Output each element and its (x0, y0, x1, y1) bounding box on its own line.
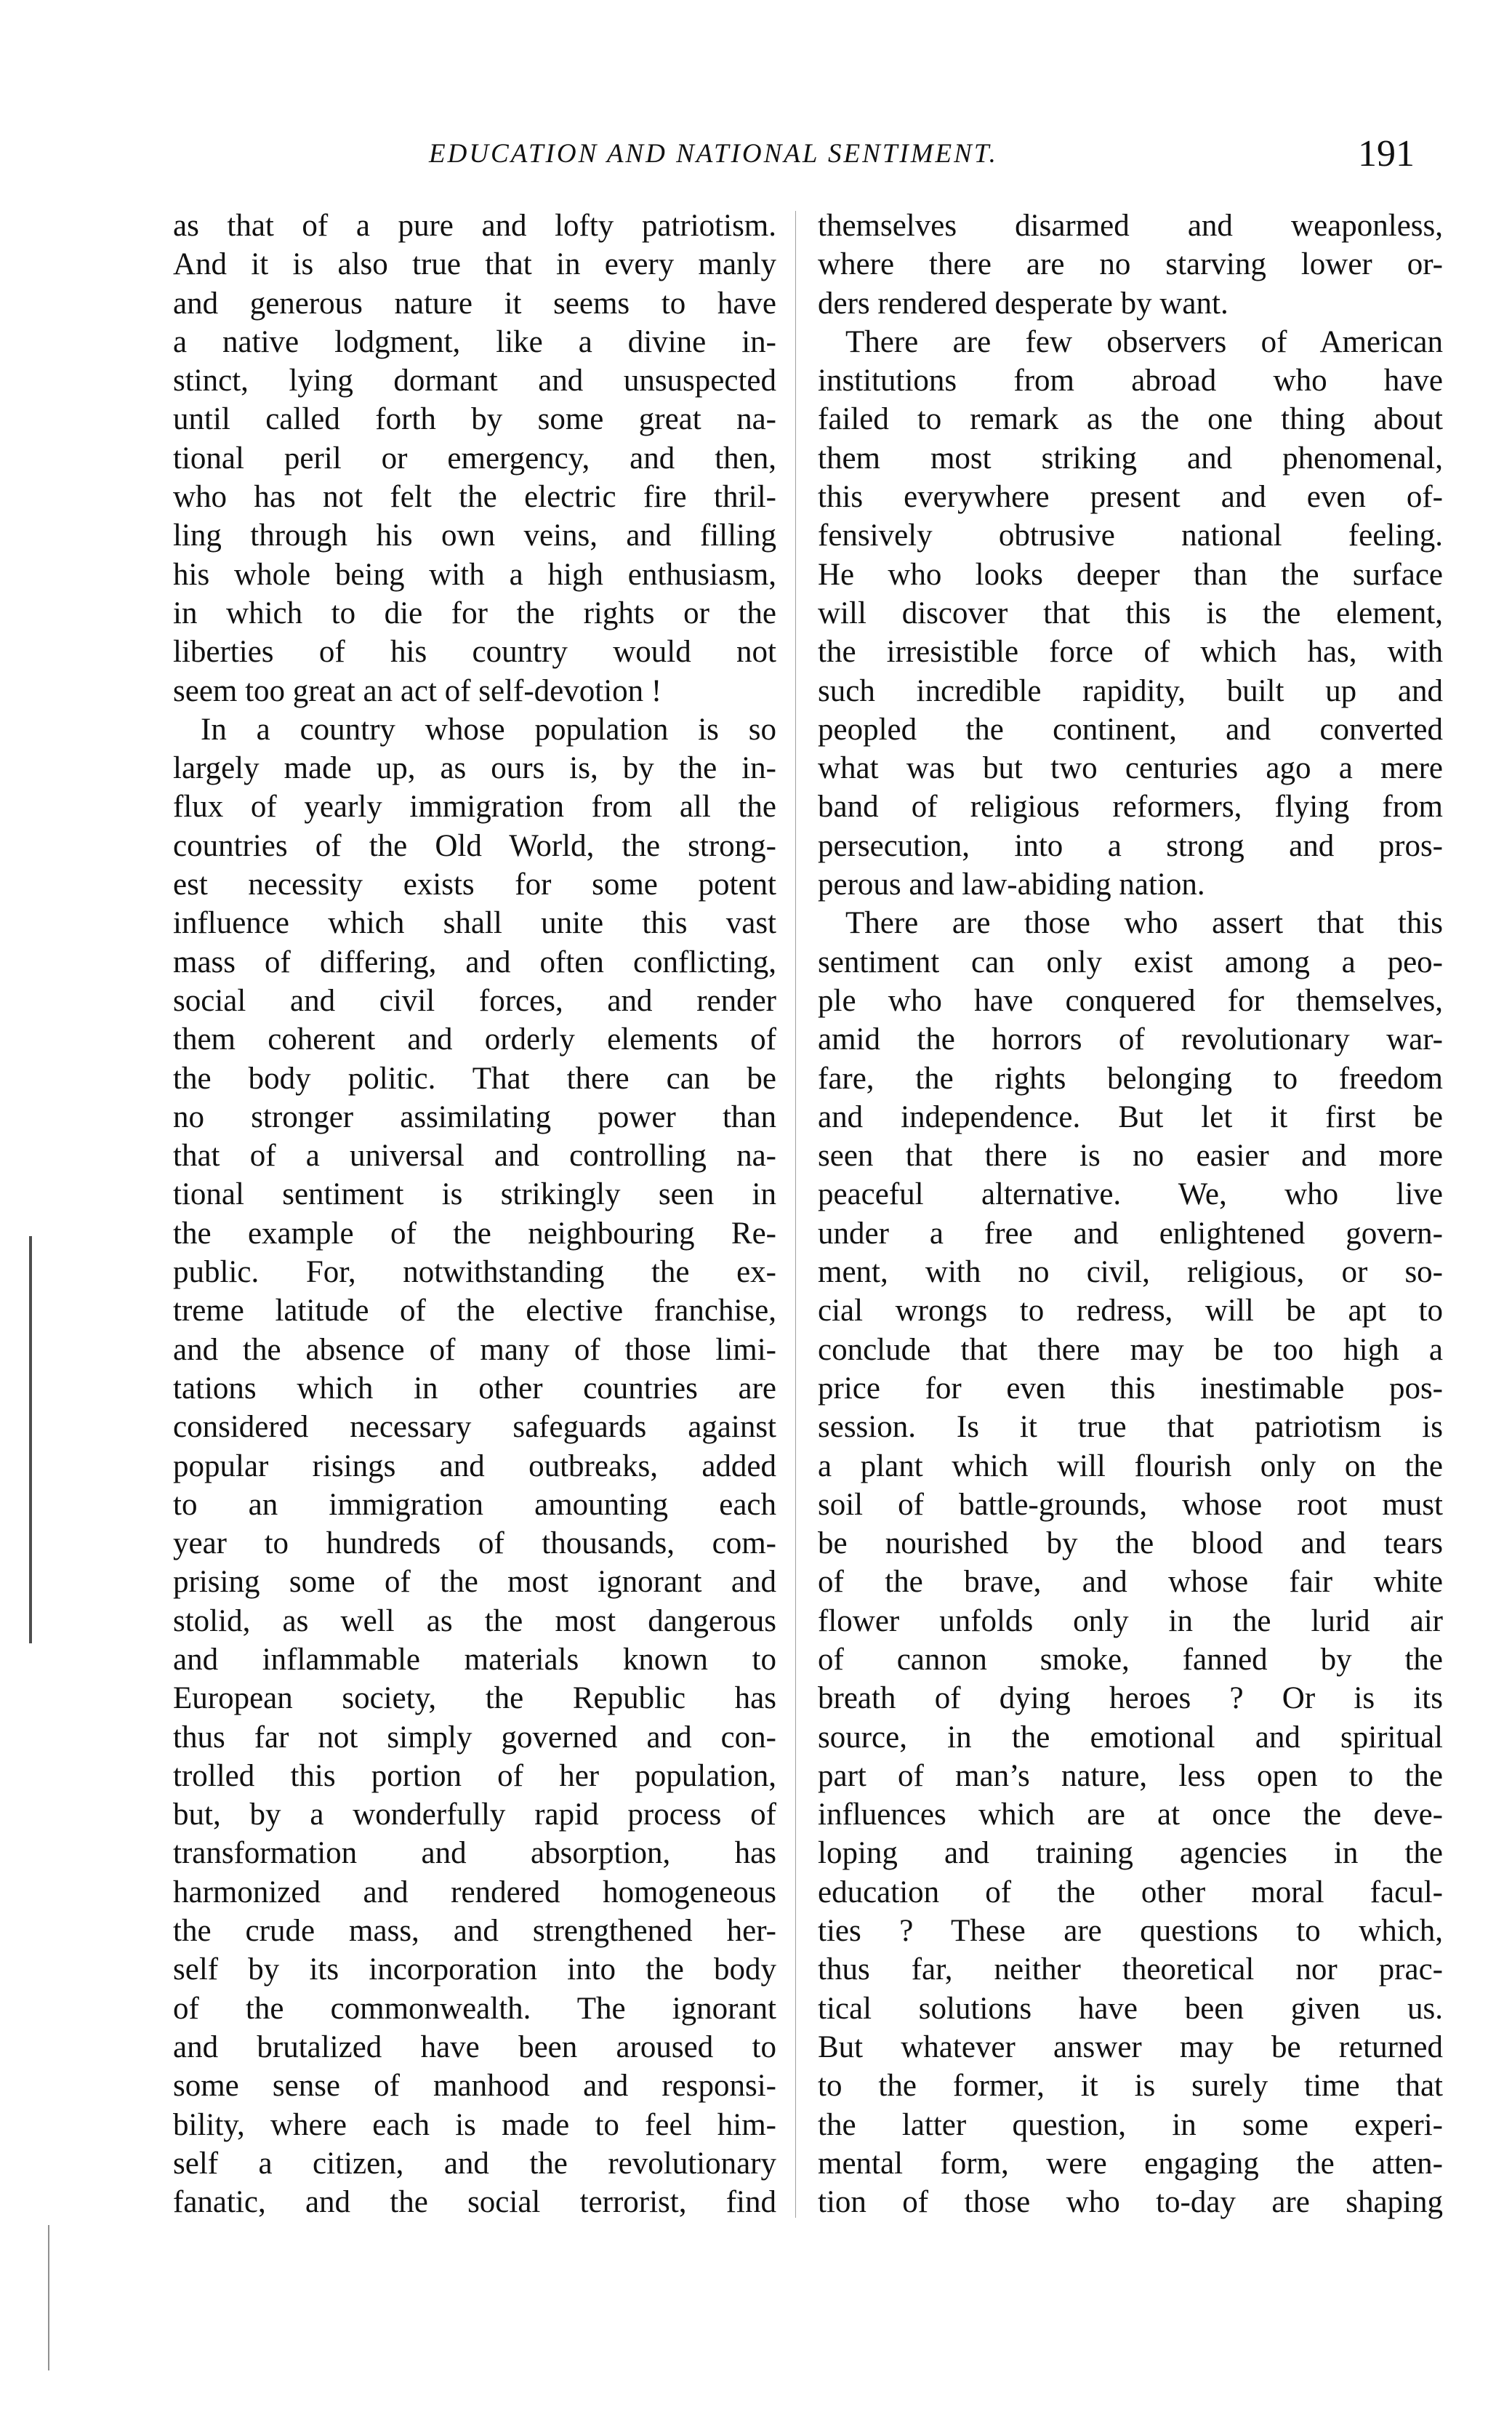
text-line: self by its incorporation into the body (173, 1952, 776, 1987)
text-line: persecution, into a strong and pros- (818, 828, 1443, 863)
text-line: peopled the continent, and converted (818, 712, 1443, 747)
scan-margin-mark (48, 2225, 49, 2370)
text-line: to the former, it is surely time that (818, 2069, 1443, 2104)
text-line: tical solutions have been given us. (818, 1991, 1443, 2026)
text-line: what was but two centuries ago a mere (818, 751, 1443, 786)
text-line: ment, with no civil, religious, or so- (818, 1255, 1443, 1290)
text-line: soil of battle-grounds, whose root must (818, 1487, 1443, 1522)
text-line: of the brave, and whose fair white (818, 1565, 1443, 1600)
text-line: fensively obtrusive national feeling. (818, 518, 1443, 553)
text-line: trolled this portion of her population, (173, 1758, 776, 1793)
running-header (0, 132, 1512, 183)
text-line: source, in the emotional and spiritual (818, 1720, 1443, 1755)
text-line: He who looks deeper than the surface (818, 557, 1443, 592)
column-divider (795, 211, 796, 2218)
text-line: breath of dying heroes ? Or is its (818, 1681, 1443, 1716)
text-line: institutions from abroad who have (818, 364, 1443, 398)
text-line: popular risings and outbreaks, added (173, 1448, 776, 1483)
text-line: stinct, lying dormant and unsuspected (173, 364, 776, 398)
text-line: tations which in other countries are (173, 1371, 776, 1406)
text-line: tion of those who to-day are shaping (818, 2185, 1443, 2220)
text-line: thus far not simply governed and con- (173, 1720, 776, 1755)
text-line: ties ? These are questions to which, (818, 1914, 1443, 1949)
text-line: cial wrongs to redress, will be apt to (818, 1294, 1443, 1328)
right-text-column (818, 207, 1443, 2221)
text-line: tional peril or emergency, and then, (173, 441, 776, 476)
text-line: liberties of his country would not (173, 635, 776, 670)
text-line: will discover that this is the element, (818, 596, 1443, 630)
text-line: year to hundreds of thousands, com- (173, 1526, 776, 1561)
text-line: mass of differing, and often conflicting, (173, 945, 776, 979)
text-line: thus far, neither theoretical nor prac- (818, 1952, 1443, 1987)
text-line: his whole being with a high enthusiasm, (173, 557, 776, 592)
text-line: largely made up, as ours is, by the in- (173, 751, 776, 786)
text-line: seen that there is no easier and more (818, 1139, 1443, 1174)
text-line: treme latitude of the elective franchise, (173, 1294, 776, 1328)
text-line: the irresistible force of which has, with (818, 635, 1443, 670)
text-line: ple who have conquered for themselves, (818, 983, 1443, 1018)
text-line: countries of the Old World, the strong- (173, 828, 776, 863)
text-line: who has not felt the electric fire thril- (173, 480, 776, 515)
text-line: as that of a pure and lofty patriotism. (173, 209, 776, 243)
text-line: and generous nature it seems to have (173, 286, 776, 321)
text-line: where there are no starving lower or- (818, 247, 1443, 282)
text-line: and the absence of many of those limi- (173, 1332, 776, 1367)
text-line: the example of the neighbouring Re- (173, 1216, 776, 1251)
text-line: under a free and enlightened govern- (818, 1216, 1443, 1251)
text-line: influence which shall unite this vast (173, 906, 776, 941)
text-line: but, by a wonderfully rapid process of (173, 1797, 776, 1832)
text-line: tional sentiment is strikingly seen in (173, 1177, 776, 1212)
text-line: bility, where each is made to feel him- (173, 2107, 776, 2142)
text-line: band of religious reformers, flying from (818, 790, 1443, 825)
text-line: flux of yearly immigration from all the (173, 790, 776, 825)
text-line: ders rendered desperate by want. (818, 286, 1228, 321)
text-line: to an immigration amounting each (173, 1487, 776, 1522)
text-line: that of a universal and controlling na- (173, 1139, 776, 1174)
text-line: est necessity exists for some potent (173, 867, 776, 902)
text-line: of cannon smoke, fanned by the (818, 1642, 1443, 1677)
text-line: some sense of manhood and responsi- (173, 2069, 776, 2104)
text-line: themselves disarmed and weaponless, (818, 209, 1443, 243)
page-number: 191 (1358, 133, 1415, 175)
text-line: European society, the Republic has (173, 1681, 776, 1716)
text-line: session. Is it true that patriotism is (818, 1410, 1443, 1445)
text-line: fanatic, and the social terrorist, find (173, 2185, 776, 2220)
text-line: considered necessary safeguards against (173, 1410, 776, 1445)
text-line: flower unfolds only in the lurid air (818, 1603, 1443, 1638)
text-line: But whatever answer may be returned (818, 2029, 1443, 2064)
text-line: stolid, as well as the most dangerous (173, 1603, 776, 1638)
text-line: There are few observers of American (845, 324, 1443, 359)
text-line: a native lodgment, like a divine in- (173, 324, 776, 359)
text-line: price for even this inestimable pos- (818, 1371, 1443, 1406)
text-line: no stronger assimilating power than (173, 1099, 776, 1134)
text-line: of the commonwealth. The ignorant (173, 1991, 776, 2026)
text-line: perous and law-abiding nation. (818, 867, 1205, 902)
text-line: fare, the rights belonging to freedom (818, 1061, 1443, 1096)
text-line: failed to remark as the one thing about (818, 402, 1443, 437)
text-line: public. For, notwithstanding the ex- (173, 1255, 776, 1290)
text-line: And it is also true that in every manly (173, 247, 776, 282)
text-line: loping and training agencies in the (818, 1836, 1443, 1871)
text-line: the crude mass, and strengthened her- (173, 1914, 776, 1949)
text-line: and independence. But let it first be (818, 1099, 1443, 1134)
text-line: harmonized and rendered homogeneous (173, 1875, 776, 1909)
text-line: this everywhere present and even of- (818, 480, 1443, 515)
text-line: conclude that there may be too high a (818, 1332, 1443, 1367)
text-line: the body politic. That there can be (173, 1061, 776, 1096)
text-line: In a country whose population is so (201, 712, 776, 747)
text-line: transformation and absorption, has (173, 1836, 776, 1871)
text-line: social and civil forces, and render (173, 983, 776, 1018)
text-line: them most striking and phenomenal, (818, 441, 1443, 476)
text-line: a plant which will flourish only on the (818, 1448, 1443, 1483)
text-line: and brutalized have been aroused to (173, 2029, 776, 2064)
text-line: education of the other moral facul- (818, 1875, 1443, 1909)
text-line: There are those who assert that this (845, 906, 1443, 941)
scan-margin-mark (29, 1236, 32, 1643)
text-line: seem too great an act of self-devotion ! (173, 673, 662, 708)
text-line: be nourished by the blood and tears (818, 1526, 1443, 1561)
text-line: influences which are at once the deve- (818, 1797, 1443, 1832)
text-line: amid the horrors of revolutionary war- (818, 1022, 1443, 1057)
text-line: such incredible rapidity, built up and (818, 673, 1443, 708)
text-line: self a citizen, and the revolutionary (173, 2146, 776, 2181)
text-line: mental form, were engaging the atten- (818, 2146, 1443, 2181)
text-line: them coherent and orderly elements of (173, 1022, 776, 1057)
text-line: part of man’s nature, less open to the (818, 1758, 1443, 1793)
left-text-column (173, 207, 776, 2221)
text-line: prising some of the most ignorant and (173, 1565, 776, 1600)
text-line: in which to die for the rights or the (173, 596, 776, 630)
text-line: the latter question, in some experi- (818, 2107, 1443, 2142)
text-line: ling through his own veins, and filling (173, 518, 776, 553)
running-title: EDUCATION AND NATIONAL SENTIMENT. (429, 139, 998, 169)
text-line: sentiment can only exist among a peo- (818, 945, 1443, 979)
text-line: until called forth by some great na- (173, 402, 776, 437)
text-line: peaceful alternative. We, who live (818, 1177, 1443, 1212)
text-line: and inflammable materials known to (173, 1642, 776, 1677)
